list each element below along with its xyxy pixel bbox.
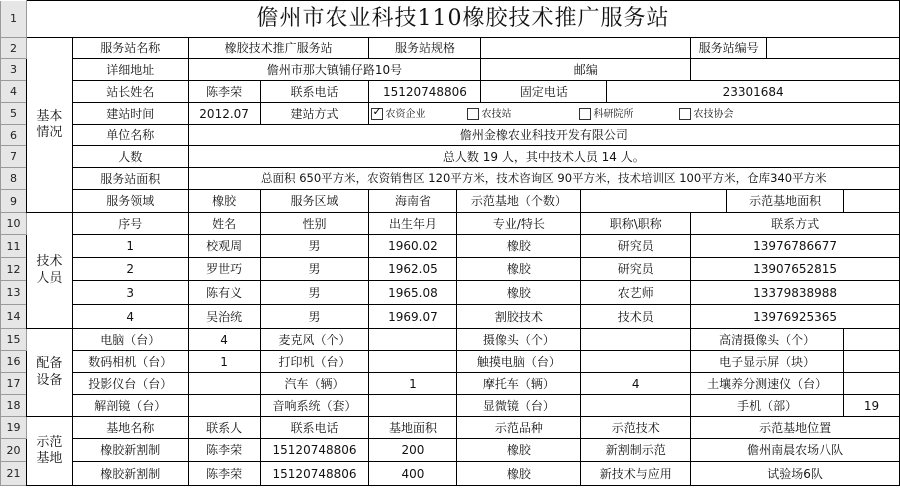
demo-area[interactable]: 200 bbox=[369, 439, 457, 462]
row-header[interactable]: 15 bbox=[1, 329, 27, 351]
station-name-label: 服务站名称 bbox=[72, 38, 188, 59]
staff-index[interactable]: 4 bbox=[72, 305, 188, 329]
staff-contact[interactable]: 13907652815 bbox=[691, 258, 900, 281]
demo-count-value[interactable] bbox=[581, 190, 727, 213]
equipment-label: 手机（部） bbox=[691, 395, 844, 417]
table-row bbox=[1, 351, 900, 373]
row-header[interactable]: 13 bbox=[1, 281, 27, 305]
equipment-value[interactable] bbox=[581, 351, 691, 373]
head-name-label: 站长姓名 bbox=[72, 81, 188, 103]
demo-name[interactable]: 橡胶新割制 bbox=[72, 439, 188, 462]
checkbox-icon[interactable] bbox=[467, 108, 479, 120]
demo-area-value[interactable] bbox=[844, 190, 900, 213]
contact-phone-value[interactable]: 15120748806 bbox=[369, 81, 481, 103]
staff-contact[interactable]: 13976925365 bbox=[691, 305, 900, 329]
staff-name[interactable]: 校观周 bbox=[188, 235, 260, 258]
section-equipment: 配备 设备 bbox=[26, 329, 72, 417]
equipment-label: 音响系统（套） bbox=[260, 395, 369, 417]
equipment-value[interactable]: 1 bbox=[188, 351, 260, 373]
staff-name[interactable]: 陈有义 bbox=[188, 281, 260, 305]
equipment-label: 投影仪台（台） bbox=[72, 373, 188, 395]
equipment-label: 麦克风（个） bbox=[260, 329, 369, 351]
people-value[interactable]: 总人数 19 人，其中技术人员 14 人。 bbox=[188, 146, 899, 168]
row-header[interactable]: 4 bbox=[1, 81, 27, 103]
row-header[interactable]: 21 bbox=[1, 462, 27, 486]
demo-phone[interactable]: 15120748806 bbox=[260, 439, 369, 462]
demo-technique[interactable]: 新技术与应用 bbox=[581, 462, 691, 486]
equipment-value[interactable] bbox=[369, 329, 457, 351]
equipment-label: 数码相机（台） bbox=[72, 351, 188, 373]
staff-title[interactable]: 研究员 bbox=[581, 235, 691, 258]
row-header[interactable]: 8 bbox=[1, 168, 27, 190]
people-label: 人数 bbox=[72, 146, 188, 168]
row-header[interactable]: 3 bbox=[1, 59, 27, 81]
demo-location[interactable]: 儋州南晨农场八队 bbox=[691, 439, 900, 462]
staff-name[interactable]: 罗世巧 bbox=[188, 258, 260, 281]
staff-title[interactable]: 研究员 bbox=[581, 258, 691, 281]
equipment-value[interactable] bbox=[844, 329, 900, 351]
staff-birth[interactable]: 1960.02 bbox=[369, 235, 457, 258]
table-row bbox=[1, 373, 900, 395]
equipment-label: 摄像头（个） bbox=[457, 329, 581, 351]
staff-header-name: 姓名 bbox=[188, 213, 260, 235]
demo-contact[interactable]: 陈李荣 bbox=[188, 462, 260, 486]
demo-header-name: 基地名称 bbox=[72, 417, 188, 439]
section-technical-staff: 技术 人员 bbox=[26, 213, 72, 329]
staff-index[interactable]: 3 bbox=[72, 281, 188, 305]
method-option-label: 农资企业 bbox=[385, 109, 426, 120]
address-label: 详细地址 bbox=[72, 59, 188, 81]
table-row bbox=[1, 462, 900, 486]
table-row bbox=[1, 281, 900, 305]
equipment-value[interactable] bbox=[188, 373, 260, 395]
contact-phone-label: 联系电话 bbox=[260, 81, 369, 103]
founded-label: 建站时间 bbox=[72, 103, 188, 125]
method-option-label: 农技站 bbox=[481, 109, 512, 120]
method-option-enterprise[interactable] bbox=[371, 108, 467, 120]
section-demo-base: 示范 基地 bbox=[26, 417, 72, 486]
equipment-value[interactable]: 1 bbox=[369, 373, 457, 395]
equipment-label: 打印机（台） bbox=[260, 351, 369, 373]
row-header[interactable]: 16 bbox=[1, 351, 27, 373]
demo-variety[interactable]: 橡胶 bbox=[457, 439, 581, 462]
equipment-label: 电脑（台） bbox=[72, 329, 188, 351]
row-header[interactable]: 2 bbox=[1, 38, 27, 59]
demo-area[interactable]: 400 bbox=[369, 462, 457, 486]
equipment-label: 电子显示屏（块） bbox=[691, 351, 844, 373]
demo-header-contact: 联系人 bbox=[188, 417, 260, 439]
method-option-association[interactable] bbox=[679, 108, 733, 120]
table-row bbox=[1, 235, 900, 258]
field-value[interactable]: 橡胶 bbox=[188, 190, 260, 213]
checkbox-checked-icon[interactable] bbox=[371, 108, 383, 120]
checkbox-icon[interactable] bbox=[679, 108, 691, 120]
staff-gender[interactable]: 男 bbox=[260, 305, 369, 329]
region-label: 服务区域 bbox=[260, 190, 369, 213]
row-header[interactable]: 9 bbox=[1, 190, 27, 213]
demo-contact[interactable]: 陈李荣 bbox=[188, 439, 260, 462]
method-label: 建站方式 bbox=[260, 103, 369, 125]
station-name-value[interactable]: 橡胶技术推广服务站 bbox=[188, 38, 369, 59]
staff-contact[interactable]: 13379838988 bbox=[691, 281, 900, 305]
row-header[interactable]: 5 bbox=[1, 103, 27, 125]
equipment-value[interactable] bbox=[188, 395, 260, 417]
method-options bbox=[369, 103, 900, 125]
postcode-value[interactable] bbox=[691, 59, 900, 81]
equipment-label: 触摸电脑（台） bbox=[457, 351, 581, 373]
demo-phone[interactable]: 15120748806 bbox=[260, 462, 369, 486]
demo-header-technique: 示范技术 bbox=[581, 417, 691, 439]
equipment-label: 汽车（辆） bbox=[260, 373, 369, 395]
row-header[interactable]: 6 bbox=[1, 125, 27, 146]
field-label: 服务领域 bbox=[72, 190, 188, 213]
fixed-phone-label: 固定电话 bbox=[481, 81, 607, 103]
staff-header-contact: 联系方式 bbox=[691, 213, 900, 235]
staff-birth[interactable]: 1962.05 bbox=[369, 258, 457, 281]
table-row bbox=[1, 305, 900, 329]
staff-gender[interactable]: 男 bbox=[260, 281, 369, 305]
row-header[interactable]: 20 bbox=[1, 439, 27, 462]
staff-contact[interactable]: 13976786677 bbox=[691, 235, 900, 258]
demo-header-phone: 联系电话 bbox=[260, 417, 369, 439]
page-title: 儋州市农业科技110橡胶技术推广服务站 bbox=[26, 1, 899, 38]
equipment-value[interactable]: 4 bbox=[188, 329, 260, 351]
station-scale-label: 服务站规格 bbox=[369, 38, 481, 59]
staff-specialty[interactable]: 橡胶 bbox=[457, 258, 581, 281]
demo-location[interactable]: 试验场6队 bbox=[691, 462, 900, 486]
area-value[interactable]: 总面积 650平方米，农资销售区 120平方米，技术咨询区 90平方米，技术培训区 100平方米，仓库340平方米 bbox=[188, 168, 899, 190]
area-label: 服务站面积 bbox=[72, 168, 188, 190]
row-header[interactable]: 11 bbox=[1, 235, 27, 258]
equipment-value[interactable] bbox=[369, 351, 457, 373]
postcode-label: 邮编 bbox=[481, 59, 691, 81]
address-value[interactable]: 儋州市那大镇铺仔路10号 bbox=[188, 59, 481, 81]
unit-label: 单位名称 bbox=[72, 125, 188, 146]
station-scale-value[interactable] bbox=[481, 38, 691, 59]
founded-value[interactable]: 2012.07 bbox=[188, 103, 260, 125]
equipment-value[interactable] bbox=[581, 329, 691, 351]
equipment-label: 显微镜（台） bbox=[457, 395, 581, 417]
equipment-value[interactable]: 19 bbox=[844, 395, 900, 417]
staff-index[interactable]: 1 bbox=[72, 235, 188, 258]
staff-birth[interactable]: 1969.07 bbox=[369, 305, 457, 329]
staff-birth[interactable]: 1965.08 bbox=[369, 281, 457, 305]
method-option-label: 农技协会 bbox=[693, 109, 734, 120]
equipment-label: 高清摄像头（个） bbox=[691, 329, 844, 351]
staff-specialty[interactable]: 割胶技术 bbox=[457, 305, 581, 329]
method-option-research[interactable] bbox=[579, 108, 679, 120]
staff-header-index: 序号 bbox=[72, 213, 188, 235]
table-row bbox=[1, 395, 900, 417]
row-header[interactable]: 7 bbox=[1, 146, 27, 168]
equipment-label: 土壤养分测速仪（台） bbox=[691, 373, 844, 395]
demo-header-variety: 示范品种 bbox=[457, 417, 581, 439]
row-header[interactable]: 12 bbox=[1, 258, 27, 281]
section-basic-info: 基本 情况 bbox=[26, 38, 72, 213]
row-header[interactable]: 18 bbox=[1, 395, 27, 417]
method-option-label: 科研院所 bbox=[593, 109, 634, 120]
region-value[interactable]: 海南省 bbox=[369, 190, 457, 213]
demo-header-area: 基地面积 bbox=[369, 417, 457, 439]
method-option-agri-station[interactable] bbox=[467, 108, 579, 120]
staff-name[interactable]: 吴治统 bbox=[188, 305, 260, 329]
row-header[interactable]: 14 bbox=[1, 305, 27, 329]
staff-header-birth: 出生年月 bbox=[369, 213, 457, 235]
staff-title[interactable]: 技术员 bbox=[581, 305, 691, 329]
staff-specialty[interactable]: 橡胶 bbox=[457, 235, 581, 258]
unit-value[interactable]: 儋州金橡农业科技开发有限公司 bbox=[188, 125, 899, 146]
demo-area-label: 示范基地面积 bbox=[727, 190, 844, 213]
station-code-label: 服务站编号 bbox=[691, 38, 767, 59]
head-name-value[interactable]: 陈李荣 bbox=[188, 81, 260, 103]
demo-count-label: 示范基地（个数） bbox=[457, 190, 581, 213]
demo-name[interactable]: 橡胶新割制 bbox=[72, 462, 188, 486]
staff-header-title: 职称\职称 bbox=[581, 213, 691, 235]
fixed-phone-value[interactable]: 23301684 bbox=[607, 81, 900, 103]
equipment-label: 摩托车（辆） bbox=[457, 373, 581, 395]
staff-title[interactable]: 农艺师 bbox=[581, 281, 691, 305]
staff-index[interactable]: 2 bbox=[72, 258, 188, 281]
demo-variety[interactable]: 橡胶 bbox=[457, 462, 581, 486]
station-code-value[interactable] bbox=[767, 38, 900, 59]
equipment-value[interactable] bbox=[844, 351, 900, 373]
row-header[interactable]: 17 bbox=[1, 373, 27, 395]
equipment-value[interactable] bbox=[369, 395, 457, 417]
equipment-label: 解剖镜（台） bbox=[72, 395, 188, 417]
staff-gender[interactable]: 男 bbox=[260, 258, 369, 281]
equipment-value[interactable] bbox=[844, 373, 900, 395]
staff-gender[interactable]: 男 bbox=[260, 235, 369, 258]
row-header[interactable]: 19 bbox=[1, 417, 27, 439]
row-header[interactable]: 10 bbox=[1, 213, 27, 235]
table-row bbox=[1, 329, 900, 351]
equipment-value[interactable] bbox=[581, 395, 691, 417]
table-row bbox=[1, 439, 900, 462]
equipment-value[interactable]: 4 bbox=[581, 373, 691, 395]
staff-header-gender: 性别 bbox=[260, 213, 369, 235]
staff-header-specialty: 专业/特长 bbox=[457, 213, 581, 235]
demo-header-location: 示范基地位置 bbox=[691, 417, 900, 439]
checkbox-icon[interactable] bbox=[579, 108, 591, 120]
demo-technique[interactable]: 新割制示范 bbox=[581, 439, 691, 462]
table-row bbox=[1, 258, 900, 281]
row-header[interactable]: 1 bbox=[1, 1, 27, 38]
staff-specialty[interactable]: 橡胶 bbox=[457, 281, 581, 305]
